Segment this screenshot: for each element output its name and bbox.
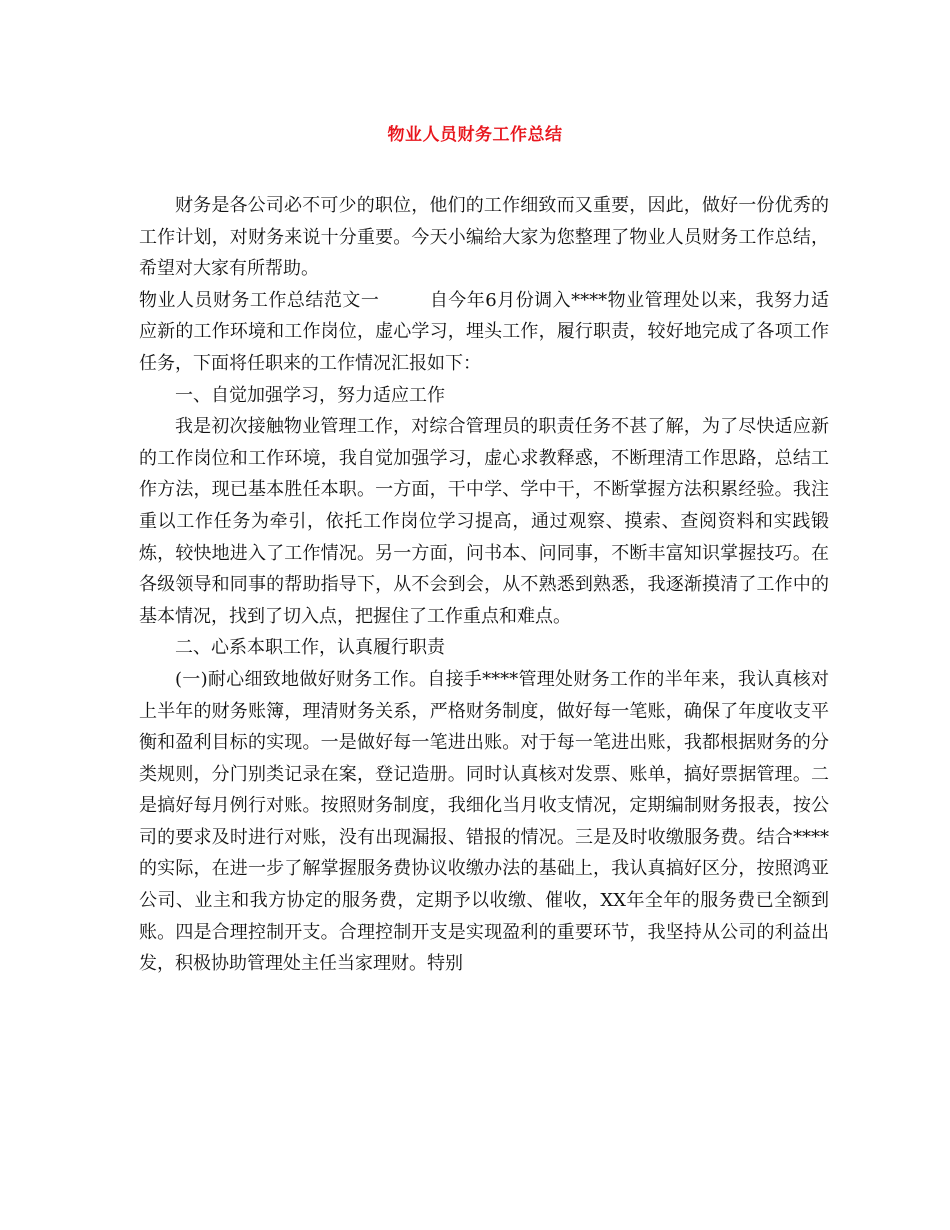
section-paragraph-2: (一)耐心细致地做好财务工作。自接手****管理处财务工作的半年来，我认真核对上半年的财务账簿，理清财务关系，严格财务制度，做好每一笔账，确保了年度收支平衡和盈利目标的实现。一是做好每一笔进出账。对于每一笔进出账，我都根据财务的分类规则，分门别类记录在案，登记造册。同时认真核对发票、账单，搞好票据管理。二是搞好每月例行对账。按照财务制度，我细化当月收支情况，定期编制财务报表，按公司的要求及时进行对账，没有出现漏报、错报的情况。三是及时收缴服务费。结合****的实际，在进一步了解掌握服务费协议收缴办法的基础上，我认真搞好区分，按照鸿亚公司、业主和我方协定的服务费，定期予以收缴、催收，XX年全年的服务费已全额到账。四是合理控制开支。合理控制开支是实现盈利的重要环节，我坚持从公司的利益出发，积极协助管理处主任当家理财。特别 xyxy=(139,668,829,975)
section-paragraph-1: 我是初次接触物业管理工作，对综合管理员的职责任务不甚了解，为了尽快适应新的工作岗位和工作环境，我自觉加强学习，虚心求教释惑，不断理清工作思路，总结工作方法，现已基本胜任本职。一方面，干中学、学中干，不断掌握方法积累经验。我注重以工作任务为牵引，依托工作岗位学习提高，通过观察、摸索、查阅资料和实践锻炼，较快地进入了工作情况。另一方面，问书本、问同事，不断丰富知识掌握技巧。在各级领导和同事的帮助指导下，从不会到会，从不熟悉到熟悉，我逐渐摸清了工作中的基本情况，找到了切入点，把握住了工作重点和难点。 xyxy=(139,416,829,627)
sample-text: 自今年6月份调入****物业管理处以来，我努力适应新的工作环境和工作岗位，虚心学习，埋头工作，履行职责，较好地完成了各项工作任务，下面将任职来的工作情况汇报如下： xyxy=(139,289,829,374)
section-heading-1: 一、自觉加强学习，努力适应工作 xyxy=(175,384,445,406)
sample-label: 物业人员财务工作总结范文一 xyxy=(139,289,380,311)
intro-paragraph: 财务是各公司必不可少的职位，他们的工作细致而又重要，因此，做好一份优秀的工作计划，对财务来说十分重要。今天小编给大家为您整理了物业人员财务工作总结，希望对大家有所帮助。 xyxy=(139,195,829,280)
document-body xyxy=(139,190,829,980)
sample-paragraph xyxy=(139,285,829,380)
section-heading-2: 二、心系本职工作，认真履行职责 xyxy=(175,637,445,659)
document-title: 物业人员财务工作总结 xyxy=(387,125,563,145)
